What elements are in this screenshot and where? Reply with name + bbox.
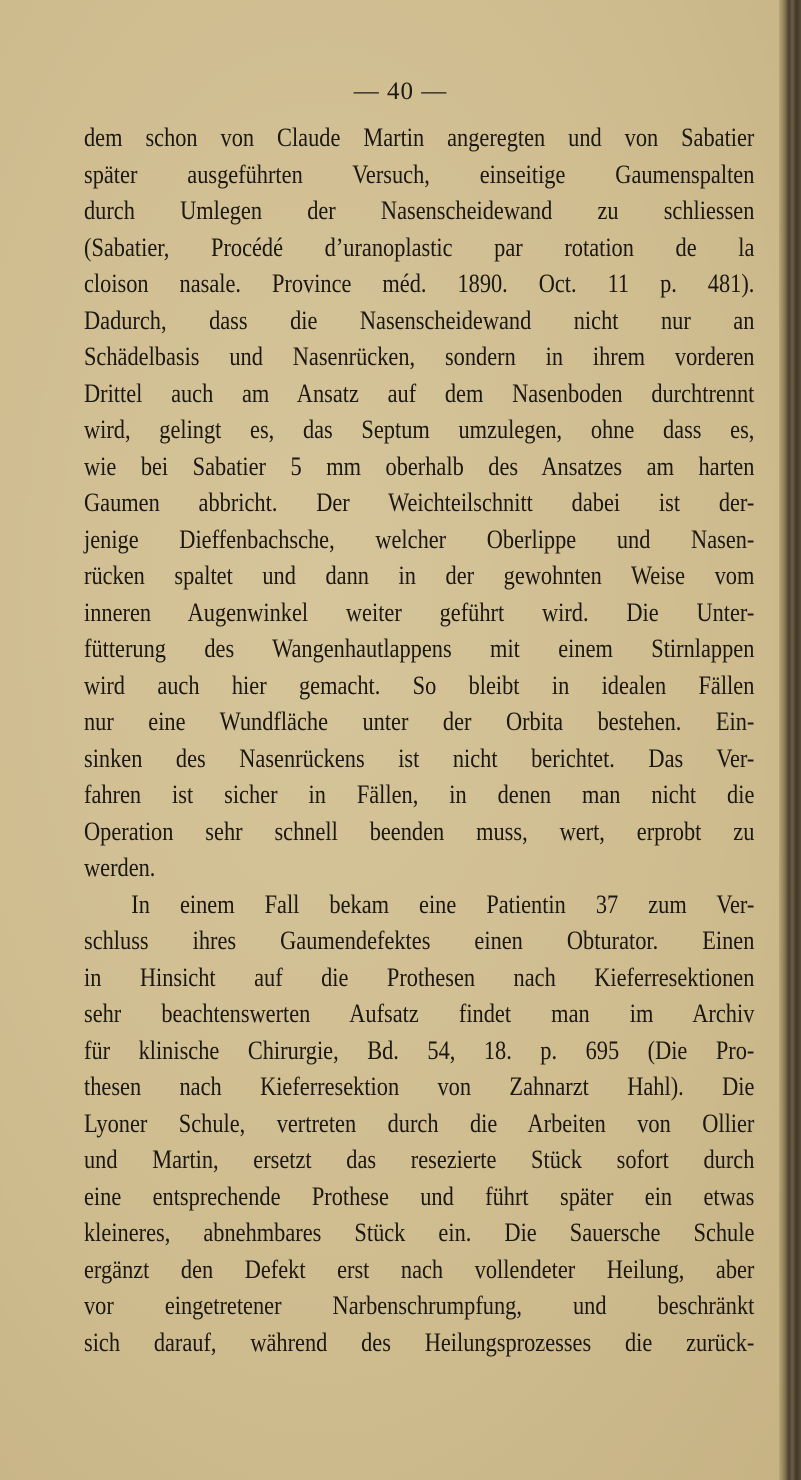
body-text — [84, 120, 756, 1361]
text-line: sehr beachtenswerten Aufsatz findet man im Archiv — [84, 999, 755, 1028]
text-line: kleineres, abnehmbares Stück ein. Die Sauersche Schule — [84, 1218, 755, 1247]
text-line: fütterung des Wangenhautlappens mit einem Stirnlappen — [84, 634, 755, 663]
text-line: rücken spaltet und dann in der gewohnten Weise vom — [84, 561, 755, 590]
text-line: (Sabatier, Procédé d’uranoplastic par rotation de la — [84, 232, 755, 262]
text-line: vor eingetretener Narbenschrumpfung, und beschränkt — [84, 1291, 755, 1320]
text-line: in Hinsicht auf die Prothesen nach Kieferresektionen — [84, 962, 755, 992]
text-line: Lyoner Schule, vertreten durch die Arbeiten von Ollier — [84, 1108, 755, 1138]
text-line: thesen nach Kieferresektion von Zahnarzt Hahl). Die — [84, 1072, 755, 1101]
text-line: jenige Dieffenbachsche, welcher Oberlippe und Nasen- — [84, 524, 755, 554]
text-line: wie bei Sabatier 5 mm oberhalb des Ansatzes am harten — [84, 451, 755, 481]
text-line: sich darauf, während des Heilungsprozesses die zurück- — [84, 1327, 755, 1357]
text-line: Drittel auch am Ansatz auf dem Nasenboden durchtrennt — [84, 378, 755, 408]
text-line: eine entsprechende Prothese und führt später ein etwas — [84, 1181, 755, 1211]
text-line: ergänzt den Defekt erst nach vollendeter Heilung, aber — [84, 1254, 755, 1284]
text-line: später ausgeführten Versuch, einseitige Gaumenspalten — [84, 159, 755, 189]
page-number: — 40 — — [353, 78, 448, 105]
text-line: fahren ist sicher in Fällen, in denen man nicht die — [84, 780, 755, 809]
text-line: werden. — [84, 853, 156, 882]
text-line: wird auch hier gemacht. So bleibt in idealen Fällen — [84, 670, 755, 700]
paragraph-start-line: In einem Fall bekam eine Patientin 37 zum Ver- — [131, 889, 755, 919]
book-page-edge — [779, 0, 801, 1480]
text-line: und Martin, ersetzt das resezierte Stück sofort durch — [84, 1145, 755, 1174]
text-line: für klinische Chirurgie, Bd. 54, 18. p. 695 (Die Pro- — [84, 1035, 755, 1065]
text-line: Dadurch, dass die Nasenscheidewand nicht nur an — [84, 305, 755, 335]
text-line: Gaumen abbricht. Der Weichteilschnitt dabei ist der- — [84, 488, 755, 517]
text-line: Schädelbasis und Nasenrücken, sondern in ihrem vorderen — [84, 342, 755, 371]
text-line: Operation sehr schnell beenden muss, wert, erprobt zu — [84, 816, 755, 846]
text-line: dem schon von Claude Martin angeregten und von Sabatier — [84, 123, 755, 152]
text-line: inneren Augenwinkel weiter geführt wird. Die Unter- — [84, 597, 755, 627]
text-line: nur eine Wundfläche unter der Orbita bestehen. Ein- — [84, 707, 755, 736]
text-line: schluss ihres Gaumendefektes einen Obturator. Einen — [84, 926, 755, 955]
text-line: cloison nasale. Province méd. 1890. Oct. 11 p. 481). — [84, 269, 755, 298]
text-line: wird, gelingt es, das Septum umzulegen, ohne dass es, — [84, 415, 755, 444]
text-line: sinken des Nasenrückens ist nicht berichtet. Das Ver- — [84, 743, 755, 773]
text-line: durch Umlegen der Nasenscheidewand zu schliessen — [84, 196, 755, 225]
